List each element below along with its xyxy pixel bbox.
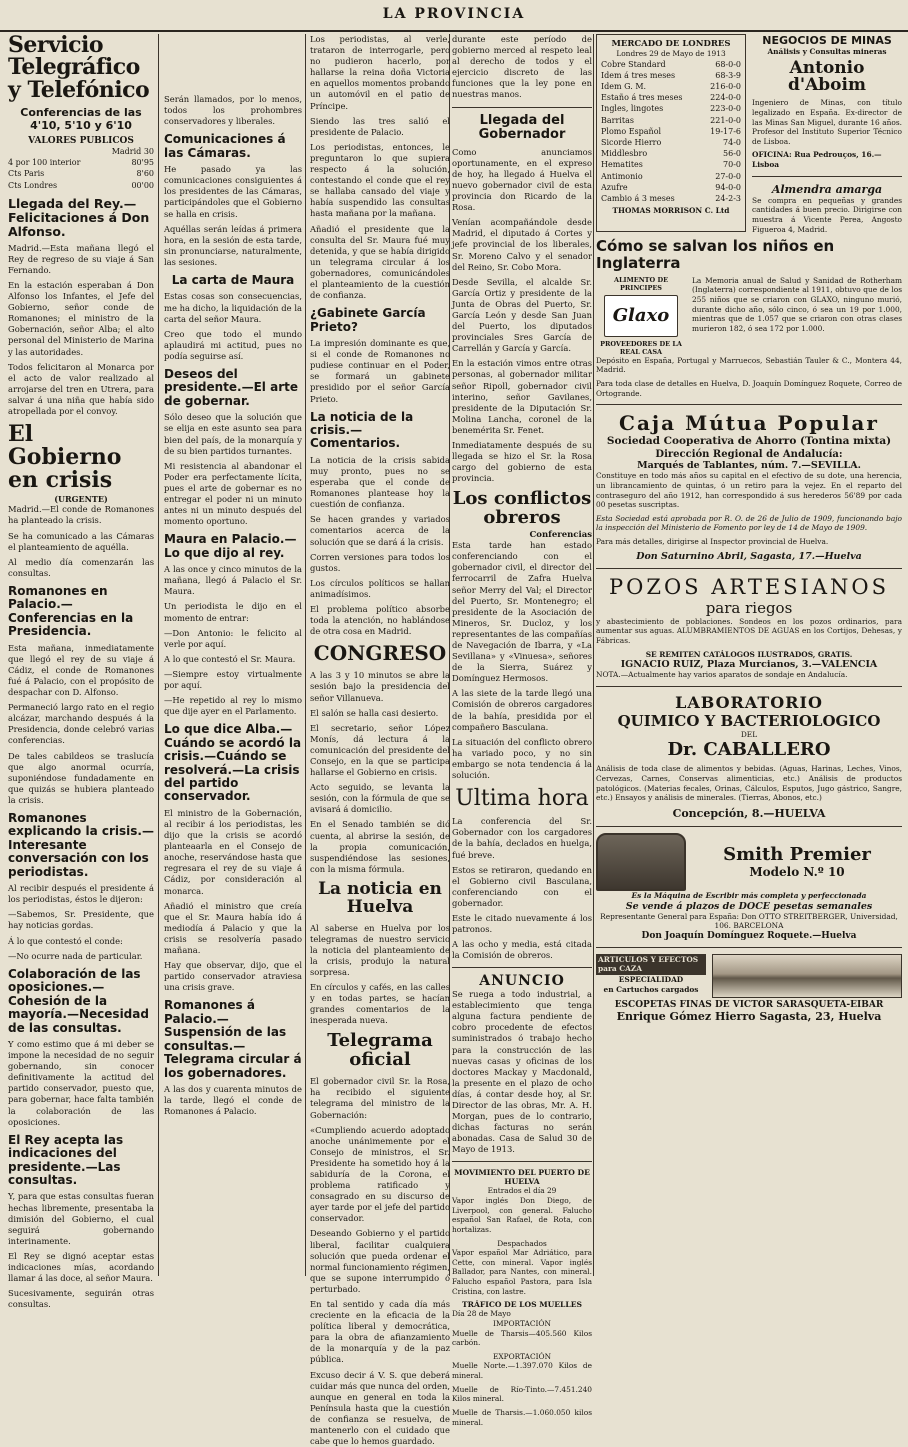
lab-addr: Concepción, 8.—HUELVA	[672, 806, 826, 820]
article-paragraph: Un periodista le dijo en el momento de entrar:	[164, 601, 302, 623]
caja-text: Esta Sociedad está aprobada por R. O. de 26 de Julio de 1909, funcionando bajo la inspección del Ministerio de Fomento por ley de 14 de Mayo de 1909.	[596, 513, 902, 533]
glaxo-caption: ALIMENTO DE PRINCIPES	[613, 275, 669, 292]
lab-text: Análisis de toda clase de alimentos y bebidas. (Aguas, Harinas, Leches, Vinos, Cervezas, Carnes, Conservas alimenticias, etc.) Análisis de productos patológicos. (Materias fecales, Orinas, Cálculos, Esputos, Jugo gástrico, Sangre, etc.) Ensayos y análisis de minerales. (Tierras, Abonos, etc.)	[596, 764, 902, 803]
mercado-row: Idem á tres meses 68-3-9	[601, 70, 741, 80]
trafico-date: Día 28 de Mayo	[452, 1309, 511, 1319]
section-heading: Deseos del presidente.—El arte de gobernar.	[164, 367, 298, 408]
minas-ad	[752, 34, 902, 238]
section-heading: Romanones á Palacio.—Suspensión de las consultas.—Telegrama circular á los gobernadores.	[164, 998, 302, 1080]
minas-name: Antonio d'Aboim	[788, 57, 866, 96]
article-paragraph: Esta mañana, inmediatamente que llegó el rey de su viaje á Cádiz, el conde de Romanones fué á Palacio, con el propósito de despachar con D. Alfonso.	[8, 642, 154, 698]
section-heading: Romanones explicando la crisis.—Interesante conversación con los periodistas.	[8, 811, 154, 879]
glaxo-text: Para toda clase de detalles en Huelva, D. Joaquín Domínguez Roquete, Correo de Ortogrande.	[596, 379, 902, 398]
pozos-cat: SE REMITEN CATÁLOGOS ILUSTRADOS, GRATIS.	[645, 649, 853, 659]
mercado-row: Plomo Español 19-17-6	[601, 126, 741, 136]
column-3	[310, 34, 450, 1447]
movimiento-text: Vapor inglés Don Diego, de Liverpool, con general. Falucho español San Rafael, de Rota, con hortalizas.	[452, 1196, 592, 1234]
article-paragraph: Hay que observar, dijo, que el partido conservador atraviesa una crisis grave.	[164, 960, 302, 993]
article-paragraph: Serán llamados, por lo menos, todos los prohombres conservadores y liberales.	[164, 94, 302, 127]
article-paragraph: Creo que todo el mundo aplaudirá mi actitud, pues no podía seguirse así.	[164, 328, 302, 361]
article-paragraph: Mi resistencia al abandonar el Poder era perfectamente lícita, pues el arte de gobernar es no entregar el poder ni un minuto antes ni un minuto después del momento oportuno.	[164, 460, 302, 527]
article-paragraph: Al recibir después el presidente á los periodistas, éstos le dijeron:	[8, 883, 154, 905]
article-paragraph: Como anunciamos oportunamente, en el expreso de hoy, ha llegado á Huelva el nuevo gobernador civil de esta provincia don Ricardo de la Rosa.	[452, 146, 592, 213]
caja-addr: Marqués de Tablantes, núm. 7.—SEVILLA.	[637, 460, 861, 472]
article-paragraph: Excuso decir á V. S. que deberá cuidar más que nunca del orden, aunque en general en toda la Península hasta que la cuestión de confianza se resuelva, de mantenerlo con el cuidado que cabe que lo hemos guardado.	[310, 1369, 450, 1447]
section-heading: Lo que dice Alba.—Cuándo se acordó la crisis.—Cuándo se resolverá.—La crisis del partido conservador.	[164, 722, 302, 804]
section-heading: Romanones en Palacio.—Conferencias en la Presidencia.	[8, 583, 134, 639]
section-heading: La carta de Maura	[171, 273, 295, 287]
article-paragraph: La conferencia del Sr. Gobernador con los cargadores de la bahía, declados en huelga, fué breve.	[452, 816, 592, 860]
article-paragraph: Deseando Gobierno y el partido liberal, facilitar cualquiera solución que pueda ordenar el normal funcionamiento régimen, que se supone interrumpido ó perturbado.	[310, 1228, 450, 1294]
column-5-ads	[596, 34, 902, 1276]
section-headline: La noticia en Huelva	[318, 878, 442, 917]
section-heading: Maura en Palacio.—Lo que dijo al rey.	[164, 532, 297, 560]
mercado-row: Hematites 70-0	[601, 160, 741, 170]
article-paragraph: En círculos y cafés, en las calles y en todas partes, se hacían grandes comentarios de la inesperada nueva.	[310, 982, 450, 1026]
article-paragraph: En el Senado también se dió cuenta, al abrirse la sesión, de la propia comunicación, suspendiéndose las sesiones, con la misma fórmula.	[310, 819, 450, 874]
article-paragraph: Acto seguido, se levanta la sesión, con la fórmula de que se avisará á domicilio.	[310, 782, 450, 815]
article-paragraph: A lo que contestó el Sr. Maura.	[164, 653, 296, 664]
article-paragraph: Venían acompañándole desde Madrid, el diputado á Cortes y jefe provincial de los liberales, Sr. Moreno Calvo y el senador del Reino, Sr. Cobo Mora.	[452, 217, 592, 272]
almendra-title: Almendra amarga	[771, 182, 883, 196]
movimiento-sub: Entrados el día 29	[487, 1186, 557, 1196]
article-paragraph: La impresión dominante es que, si el conde de Romanones no pudiese continuar en el Poder, se formará un gabinete presidido por el señor García Prieto.	[310, 338, 450, 404]
article-paragraph: Esta tarde han estado conferenciando con el gobernador civil, el director del ferrocarril de Zafra Huelva señor Merry del Val; el Director del Puerto, Sr. Montenegro; el presidente de la Asociación de Mineros, Sr. Ducloz, y los representantes de las compañías de Navegación de Ibarra, y «La Sevillana» y «Vinuesa», señores de la Sierra, Suárez y Domínguez Hermosos.	[452, 540, 592, 684]
section-headline: Los conflictos obreros	[452, 488, 592, 529]
mercado-row: Cambio á 3 meses 24-2-3	[601, 193, 741, 203]
section-headline: Telegrama oficial	[327, 1030, 433, 1071]
trafico-row: Muelle de Río-Tinto.—7.451.240 Kilos mineral.	[452, 1384, 592, 1404]
movimiento-title: MOVIMIENTO DEL PUERTO DE HUELVA	[454, 1168, 590, 1187]
article-paragraph: Este le citado nuevamente á los patronos.	[452, 912, 592, 935]
smith-model: Modelo N.º 10	[749, 865, 845, 880]
pozos-text: y abastecimiento de poblaciones. Sondeos en los pozos ordinarios, para aumentar sus aguas. ALUMBRAMIENTOS DE AGUAS en los Cortijos, Dehesas, y Fábricas.	[596, 616, 902, 645]
minas-sub: Análisis y Consultas mineras	[767, 47, 887, 56]
article-paragraph: «Cumpliendo acuerdo adoptado anoche unánimemente por el Consejo de ministros, el Sr. Presidente ha sometido hoy á la sabiduría de la Corona, el problema ratificado y consagrado en su discurso de ayer tarde por el jefe del partido conservador.	[310, 1124, 450, 1224]
escopetas-spec: ESPECIALIDAD	[618, 975, 684, 985]
typewriter-icon	[596, 833, 686, 891]
pozos-title: POZOS ARTESIANOS	[609, 574, 889, 599]
mercado-londres-box	[596, 34, 746, 232]
section-heading: Llegada del Gobernador	[478, 112, 566, 143]
subheadline: Conferencias de las 4'10, 5'10 y 6'10	[20, 106, 142, 132]
smith-ad	[596, 833, 902, 891]
article-paragraph: A las siete de la tarde llegó una Comisión de obreros cargadores de la bahía, presidida por el compañero Basculana.	[452, 688, 592, 732]
article-paragraph: La situación del conflicto obrero ha variado poco, y no sin embargo se nota tendencia á la solución.	[452, 736, 592, 781]
caja-sign: Don Saturnino Abril, Sagasta, 17.—Huelva	[636, 550, 862, 562]
glaxo-caption: PROVEEDORES DE LA REAL CASA	[600, 339, 682, 356]
escopetas-tag: ARTICULOS Y EFECTOS para CAZA	[596, 954, 706, 975]
escopetas-addr: Enrique Gómez Hierro Sagasta, 23, Huelva	[616, 1009, 882, 1023]
article-paragraph: A las once y cinco minutos de la mañana, llegó á Palacio el Sr. Maura.	[164, 564, 302, 597]
article-paragraph: Se hacen grandes y variados comentarios acerca de la solución que se dará á la crisis.	[310, 514, 450, 547]
lab-title: LABORATORIO	[675, 692, 823, 712]
article-paragraph: —He repetido al rey lo mismo que dije ayer en el Parlamento.	[164, 695, 302, 717]
section-heading: La noticia de la crisis.—Comentarios.	[310, 409, 414, 451]
article-paragraph: Madrid.—El conde de Romanones ha planteado la crisis.	[8, 504, 154, 526]
article-paragraph: El salón se halla casi desierto.	[310, 707, 439, 718]
section-heading: Colaboración de las oposiciones.—Cohesión de la mayoría.—Necesidad de las consultas.	[8, 966, 149, 1035]
mercado-row: Ingles, lingotes 223-0-0	[601, 104, 741, 114]
article-paragraph: Aquéllas serán leídas á primera hora, en la sesión de esta tarde, sin pronunciarse, naturalmente, las sesiones.	[164, 223, 302, 267]
article-paragraph: A las ocho y media, está citada la Comisión de obreros.	[452, 939, 592, 961]
article-paragraph: Al medio día comenzarán las consultas.	[8, 556, 154, 578]
article-paragraph: Y como estimo que á mi deber se impone la necesidad de no seguir gobernando, sin conocer definitivamente la actitud del partido conservador, puesto que, para gobernar, hace falta también la colaboración de las oposiciones.	[8, 1038, 154, 1127]
article-paragraph: durante este período de gobierno merced al respeto leal al derecho de todos y el ejercicio discreto de las funciones que la ley pone en nuestras manos.	[452, 34, 592, 100]
article-paragraph: El secretario, señor López Monís, dá lectura á la comunicación del presidente del Consejo, en la que se participa hallarse el Gobierno en crisis.	[310, 722, 450, 778]
urgent-tag: (URGENTE)	[54, 494, 108, 505]
section-headline: El Gobierno en crisis	[8, 421, 122, 494]
valores-title: VALORES PUBLICOS	[28, 135, 134, 146]
subheading: Conferencias	[529, 530, 592, 541]
caja-text: Constituye en todo más años su capital en el efectivo de su dote, una herencia, un librancamiento de quintas, ó un retiro para la vejez. En el reparto del contraseguro del año 1912, han correspondido á sus herederos 56'89 por cada 00 pesetas suscriptas.	[596, 471, 902, 510]
article-paragraph: —Don Antonio: le felicito al verle por aquí.	[164, 627, 302, 649]
column-rule	[305, 34, 306, 1276]
mercado-row: Azufre 94-0-0	[601, 182, 741, 192]
caja-sub: Sociedad Cooperativa de Ahorro (Tontina mixta)	[606, 435, 892, 448]
article-paragraph: Los periodistas, entonces, le preguntaron lo que supiera respecto á la solución, contestando el conde que el rey se hallaba cansado del viaje y había suspendido las consultas hasta mañana por la mañana.	[310, 141, 450, 219]
mercado-row: Cobre Standard 68-0-0	[601, 59, 741, 69]
article-paragraph: Añadió el presidente que la consulta del Sr. Maura fué muy detenida, y que se había dirigido un telegrama circular á los gobernadores, comunicándoles el planteamiento de la cuestión de confianza.	[310, 223, 450, 301]
escopetas-brand: ESCOPETAS FINAS DE VICTOR SARASQUETA-EIBAR	[614, 999, 884, 1010]
smith-rep-2: Don Joaquín Domínguez Roquete.—Huelva	[641, 930, 857, 941]
lab-dr: Dr. CABALLERO	[667, 739, 831, 761]
mercado-row: Antimonio 27-0-0	[601, 171, 741, 181]
pozos-sub: para riegos	[705, 598, 793, 617]
masthead	[0, 0, 908, 32]
anuncio-text: Se ruega a todo industrial, a establecimiento que tenga alguna factura pendiente de cobro procedente de efectos suministrados ó trabajo hecho para la construcción de las nuevas casas y oficinas de los doctores Mackay y Macdonald, la presente en el plazo de ocho días, á contar desde hoy, al Sr. Director de las obras, Mr. A. H. Morgan, pues de lo contrario, dichas facturas no serán abonadas. Casa de Salud 30 de Mayo de 1913.	[452, 989, 592, 1155]
section-headline: Ultima hora	[455, 786, 589, 812]
smith-rep: Representante General para España: Don OTTO STREITBERGER, Universidad, 106. BARCELONA	[600, 911, 898, 931]
main-headline: Servicio Telegráfico y Telefónico	[8, 32, 150, 103]
article-paragraph: Sólo deseo que la solución que se elija en este asunto sea para bien del país, de la monarquía y de su bien partidos turnantes.	[164, 412, 302, 456]
lab-del: DEL	[740, 729, 758, 739]
smith-price: Se vende á plazos de DOCE pesetas semanales	[625, 900, 873, 912]
mercado-row: Middlesbro 56-0	[601, 149, 741, 159]
article-paragraph: Estas cosas son consecuencias, me ha dicho, la liquidación de la carta del señor Maura.	[164, 291, 302, 324]
article-paragraph: Todos felicitaron al Monarca por el acto de valor realizado al arrojarse del tren en Utrera, para salvar á una niña que había sido atropellada por el convoy.	[8, 361, 154, 416]
column-2	[164, 34, 302, 1276]
glaxo-logo: Glaxo	[604, 295, 678, 337]
mercado-row: Idem G. M. 216-0-0	[601, 82, 741, 91]
trafico-title: TRÁFICO DE LOS MUELLES	[462, 1300, 582, 1310]
article-paragraph: Sucesivamente, seguirán otras consultas.	[8, 1288, 154, 1310]
column-rule	[158, 34, 159, 1276]
article-paragraph: Se ha comunicado a las Cámaras el planteamiento de aquélla.	[8, 530, 154, 552]
article-paragraph: El Rey se dignó aceptar estas indicaciones mías, acordando llamar á las doce, al señor Maura.	[8, 1250, 154, 1284]
almendra-text: Se compra en pequeñas y grandes cantidades á buen precio. Dirigirse con muestra á Vicente Perea, Angosto Figueroa 4, Madrid.	[752, 195, 902, 234]
escopetas-cart: en Cartuchos cargados	[603, 984, 699, 994]
smith-title: Smith Premier	[723, 844, 871, 866]
ninos-headline: Cómo se salvan los niños en Inglaterra	[596, 237, 835, 272]
valores-row: Cts Londres 00'00	[8, 180, 154, 190]
mercado-row: Estaño á tres meses 224-0-0	[601, 93, 741, 103]
article-paragraph: A las dos y cuarenta minutos de la tarde, llegó el conde de Romanones á Palacio.	[164, 1084, 302, 1117]
article-paragraph: Añadió el ministro que creía que el Sr. Maura había ido á mediodía á Palacio y que la crisis se resolvería pasado mañana.	[164, 900, 302, 955]
article-paragraph: Inmediatamente después de su llegada se hizo el Sr. la Rosa cargo del gobierno de esta provincia.	[452, 440, 592, 484]
article-paragraph: En tal sentido y cada día más creciente en la eficacia de la política liberal y democrática, para la obra de afianzamiento de la monarquía y de la paz pública.	[310, 1299, 450, 1365]
article-paragraph: En la estación esperaban á Don Alfonso los Infantes, el Jefe del Gobierno, señor conde de Romanones; el ministro de la Gobernación, señor Alba; el alto personal del Ministerio de Marina y las autoridades.	[8, 279, 154, 357]
pozos-addr: IGNACIO RUIZ, Plaza Murcianos, 3.—VALENCIA	[620, 659, 878, 671]
section-heading: Llegada del Rey.—Felicitaciones á Don Alfonso.	[8, 195, 150, 239]
article-paragraph: Los periodistas, al verle, trataron de interrogarle, pero no pudieron hacerlo, por hallarse la reina doña Victoria en aquellos momentos probando un automóvil en el patio de Príncipe.	[310, 34, 450, 111]
valores-row: Cts Paris 8'60	[8, 169, 154, 179]
anuncio-title: ANUNCIO	[479, 973, 565, 990]
caja-dir: Dirección Regional de Andalucía:	[655, 449, 843, 461]
article-paragraph: El gobernador civil Sr. la Rosa, ha recibido el siguiente telegrama del ministro de la Gobernación:	[310, 1076, 450, 1120]
caja-title: Caja Mútua Popular	[619, 411, 879, 436]
article-paragraph: Madrid.—Esta mañana llegó el Rey de regreso de su viaje á San Fernando.	[8, 242, 154, 275]
article-paragraph: Estos se retiraron, quedando en el Gobierno civil Basculana, conferenciando con el gobernador.	[452, 864, 592, 908]
section-heading: ¿Gabinete García Prieto?	[310, 306, 426, 334]
article-paragraph: En la estación vimos entre otras personas, al gobernador militar señor Ripoll, gobernador civil interino, señor Gavilanes, presidente de la Diputación Sr. Molina Lancha, coronel de la benemérita Sr. Fenet.	[452, 358, 592, 435]
article-paragraph: Desde Sevilla, el alcalde Sr. García Ortiz y presidente de la Junta de Obras del Puerto, Sr. García León y desde San Juan del Puerto, los diputados provinciales Sres García de Carrellán y García y García.	[452, 276, 592, 354]
column-rule	[593, 34, 594, 1276]
trafico-row: Muelle de Tharsis.—1.060.050 kilos mineral.	[452, 1407, 592, 1427]
article-paragraph: El ministro de la Gobernación, al recibir á los periodistas, les dijo que la crisis se acordó planteaarla en el Consejo de anoche, reservándose hasta que regresara el rey de su viaje á Cádiz, por consideración al monarca.	[164, 807, 302, 896]
trafico-row: Muelle Norte.—1.397.070 Kilos de mineral.	[452, 1361, 592, 1381]
newspaper-title: LA PROVINCIA	[382, 6, 526, 22]
trafico-imp: IMPORTACIÓN	[493, 1318, 551, 1328]
article-paragraph: Los círculos políticos se hallan animadísimos.	[310, 577, 450, 599]
mercado-footer: THOMAS MORRISON C. Ltd	[612, 206, 730, 216]
valores-date: Madrid 30	[111, 146, 154, 156]
trafico-exp: EXPORTACIÓN	[492, 1351, 552, 1361]
trafico-row: Muelle de Tharsis—405.560 Kilos carbón.	[452, 1328, 592, 1348]
column-4	[452, 34, 592, 1427]
section-heading: Comunicaciones á las Cámaras.	[164, 132, 286, 160]
article-paragraph: Á lo que contestó el conde:	[8, 935, 123, 946]
mercado-date: Londres 29 de Mayo de 1913	[616, 49, 726, 58]
minas-office: OFICINA: Rua Pedrouços, 16.—Lisboa	[752, 150, 882, 170]
article-paragraph: Y, para que estas consultas fueran hechas libremente, presentaba la dimisión del Gobierno, el cual seguirá gobernando interinamente.	[8, 1191, 154, 1246]
article-paragraph: De tales cabildeos se traslucía que algo anormal ocurría, suponiéndose fundadamente en que quizás se hubiera planteado la crisis.	[8, 750, 154, 805]
escopetas-ad	[596, 954, 902, 998]
glaxo-text: La Memoria anual de Salud y Sanidad de Rotherham (Inglaterra) correspondiente al 1911, obtuvo que de los 255 niños que se criaron con GLAXO, ninguno murió, durante dicho año, sólo cinco, ó sea un 19 por 1.000, mientras que de 1.057 que se criaron con otras clases murieron 182, ó sea 172 por 1.000.	[692, 275, 902, 333]
article-paragraph: He pasado ya las comunicaciones consiguientes á los presidentes de las Cámaras, participándoles que el Gobierno se halla en crisis.	[164, 164, 302, 219]
minas-text: Ingeniero de Minas, con título legalizado en España. Ex-director de las Minas San Miguel, durante 16 años. Profesor del Instituto Superior Técnico de Lisboa.	[752, 98, 902, 146]
article-paragraph: Siendo las tres salió el presidente de Palacio.	[310, 115, 450, 137]
article-paragraph: La noticia de la crisis sabida muy pronto, pues no se esperaba que el conde de Romanones plantease hoy la cuestión de confianza.	[310, 454, 450, 510]
article-paragraph: A las 3 y 10 minutos se abre la sesión bajo la presidencia del señor Villanueva.	[310, 670, 450, 703]
mercado-row: Barritas 221-0-0	[601, 115, 741, 125]
article-paragraph: —Siempre estoy virtualmente por aquí.	[164, 668, 302, 690]
movimiento-sub: Despachados	[497, 1238, 547, 1248]
glaxo-text: Depósito en España, Portugal y Marruecos, Sebastián Tauler & C., Montera 44, Madrid.	[596, 355, 902, 375]
article-paragraph: —Sabemos, Sr. Presidente, que hay noticias gordas.	[8, 909, 154, 931]
column-1	[8, 32, 154, 1310]
caja-text: Para más detalles, dirigirse al Inspector provincial de Huelva.	[596, 537, 829, 547]
mercado-row: Sicorde Hierro 74-0	[601, 137, 741, 147]
smith-desc: Es la Máquina de Escribir más completa y perfeccionada	[631, 890, 867, 900]
article-paragraph: Al saberse en Huelva por los telegramas de nuestro servicio la noticia del planteamiento de la crisis, produjo la natural sorpresa.	[310, 922, 450, 977]
article-paragraph: El problema político absorbe toda la atención, no hablándose de otra cosa en Madrid.	[310, 604, 450, 637]
article-paragraph: Corren versiones para todos los gustos.	[310, 551, 450, 573]
pozos-note: NOTA.—Actualmente hay varios aparatos de sondaje en Andalucía.	[596, 670, 848, 680]
rifle-icon	[712, 954, 902, 998]
lab-title-2: QUIMICO Y BACTERIOLOGICO	[617, 711, 881, 730]
minas-title: NEGOCIOS DE MINAS	[762, 34, 892, 47]
glaxo-ad	[596, 276, 902, 356]
article-paragraph: Permaneció largo rato en el regio alcázar, marchando después á la Presidencia, donde celebró varias conferencias.	[8, 702, 154, 746]
section-heading: El Rey acepta las indicaciones del presidente.—Las consultas.	[8, 1132, 124, 1187]
movimiento-text: Vapor español Mar Adriático, para Cette, con mineral. Vapor inglés Ballador, para Nantes, con mineral. Falucho español Pastora, para Isla Cristina, con lastre.	[452, 1248, 592, 1296]
article-paragraph: —No ocurre nada de particular.	[8, 950, 143, 961]
section-headline: CONGRESO	[313, 641, 447, 666]
mercado-title: MERCADO DE LONDRES	[611, 39, 731, 49]
valores-row: 4 por 100 interior 80'95	[8, 158, 154, 168]
